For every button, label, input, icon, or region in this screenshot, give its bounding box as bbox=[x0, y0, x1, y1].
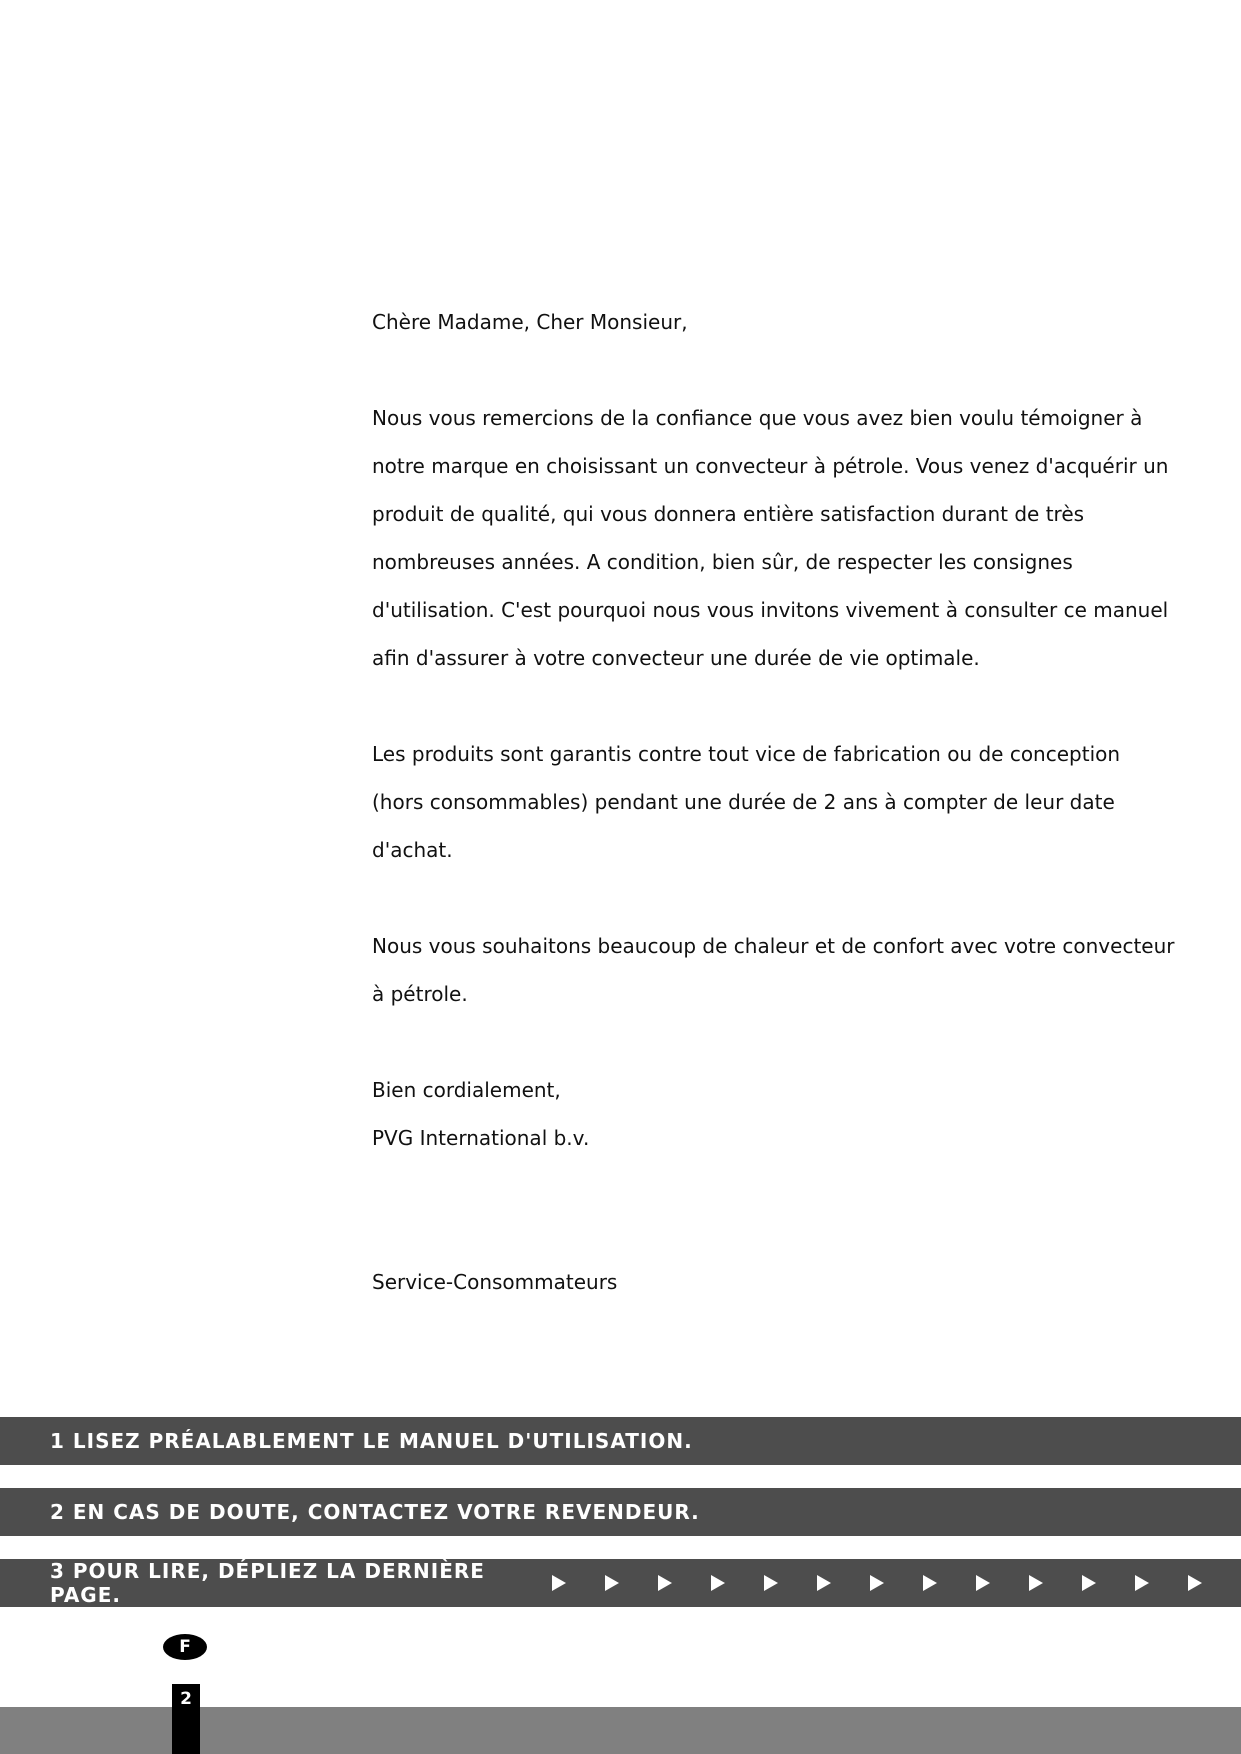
paragraph-2-line-2: (hors consommables) pendant une durée de 2 ans à compter de leur date bbox=[372, 790, 1115, 814]
paragraph-1-line-6: afin d'assurer à votre convecteur une durée de vie optimale. bbox=[372, 646, 980, 670]
instruction-banner-3-text: 3 POUR LIRE, DÉPLIEZ LA DERNIÈRE PAGE. bbox=[50, 1559, 485, 1607]
spacer bbox=[372, 1018, 1132, 1066]
paragraph-1-line-3: produit de qualité, qui vous donnera entière satisfaction durant de très bbox=[372, 502, 1085, 526]
closing: Bien cordialement, bbox=[372, 1078, 561, 1102]
spacer bbox=[372, 1162, 1132, 1258]
arrow-row bbox=[552, 1575, 1241, 1591]
play-arrow-icon bbox=[605, 1575, 619, 1591]
page-number-tab bbox=[172, 1684, 200, 1754]
paragraph-2-line-1: Les produits sont garantis contre tout vice de fabrication ou de conception bbox=[372, 742, 1121, 766]
language-badge-label: F bbox=[179, 1637, 191, 1657]
instruction-banner-3 bbox=[0, 1559, 1241, 1607]
salutation: Chère Madame, Cher Monsieur, bbox=[372, 310, 688, 334]
paragraph-3-line-1: Nous vous souhaitons beaucoup de chaleur et de confort avec votre convecteur bbox=[372, 934, 1175, 958]
play-arrow-icon bbox=[1082, 1575, 1096, 1591]
spacer bbox=[372, 682, 1132, 730]
company-name: PVG International b.v. bbox=[372, 1126, 590, 1150]
letter-body bbox=[372, 298, 1175, 1306]
instruction-banner-2-text: 2 EN CAS DE DOUTE, CONTACTEZ VOTRE REVENDEUR. bbox=[50, 1500, 700, 1524]
language-badge bbox=[163, 1634, 207, 1660]
play-arrow-icon bbox=[1029, 1575, 1043, 1591]
play-arrow-icon bbox=[658, 1575, 672, 1591]
spacer bbox=[372, 346, 1132, 394]
play-arrow-icon bbox=[870, 1575, 884, 1591]
department: Service-Consommateurs bbox=[372, 1270, 618, 1294]
instruction-banner-1-text: 1 LISEZ PRÉALABLEMENT LE MANUEL D'UTILISATION. bbox=[50, 1429, 693, 1453]
paragraph-1-line-5: d'utilisation. C'est pourquoi nous vous invitons vivement à consulter ce manuel bbox=[372, 598, 1169, 622]
play-arrow-icon bbox=[1188, 1575, 1202, 1591]
paragraph-1-line-2: notre marque en choisissant un convecteur à pétrole. Vous venez d'acquérir un bbox=[372, 454, 1169, 478]
paragraph-2-line-3: d'achat. bbox=[372, 838, 453, 862]
spacer bbox=[372, 874, 1132, 922]
page-number: 2 bbox=[180, 1689, 192, 1709]
play-arrow-icon bbox=[923, 1575, 937, 1591]
play-arrow-icon bbox=[711, 1575, 725, 1591]
play-arrow-icon bbox=[817, 1575, 831, 1591]
instruction-banner-2 bbox=[0, 1488, 1241, 1536]
play-arrow-icon bbox=[552, 1575, 566, 1591]
play-arrow-icon bbox=[1135, 1575, 1149, 1591]
instruction-banner-1 bbox=[0, 1417, 1241, 1465]
play-arrow-icon bbox=[764, 1575, 778, 1591]
play-arrow-icon bbox=[976, 1575, 990, 1591]
paragraph-1-line-4: nombreuses années. A condition, bien sûr, de respecter les consignes bbox=[372, 550, 1073, 574]
paragraph-1-line-1: Nous vous remercions de la confiance que vous avez bien voulu témoigner à bbox=[372, 406, 1143, 430]
paragraph-3-line-2: à pétrole. bbox=[372, 982, 468, 1006]
